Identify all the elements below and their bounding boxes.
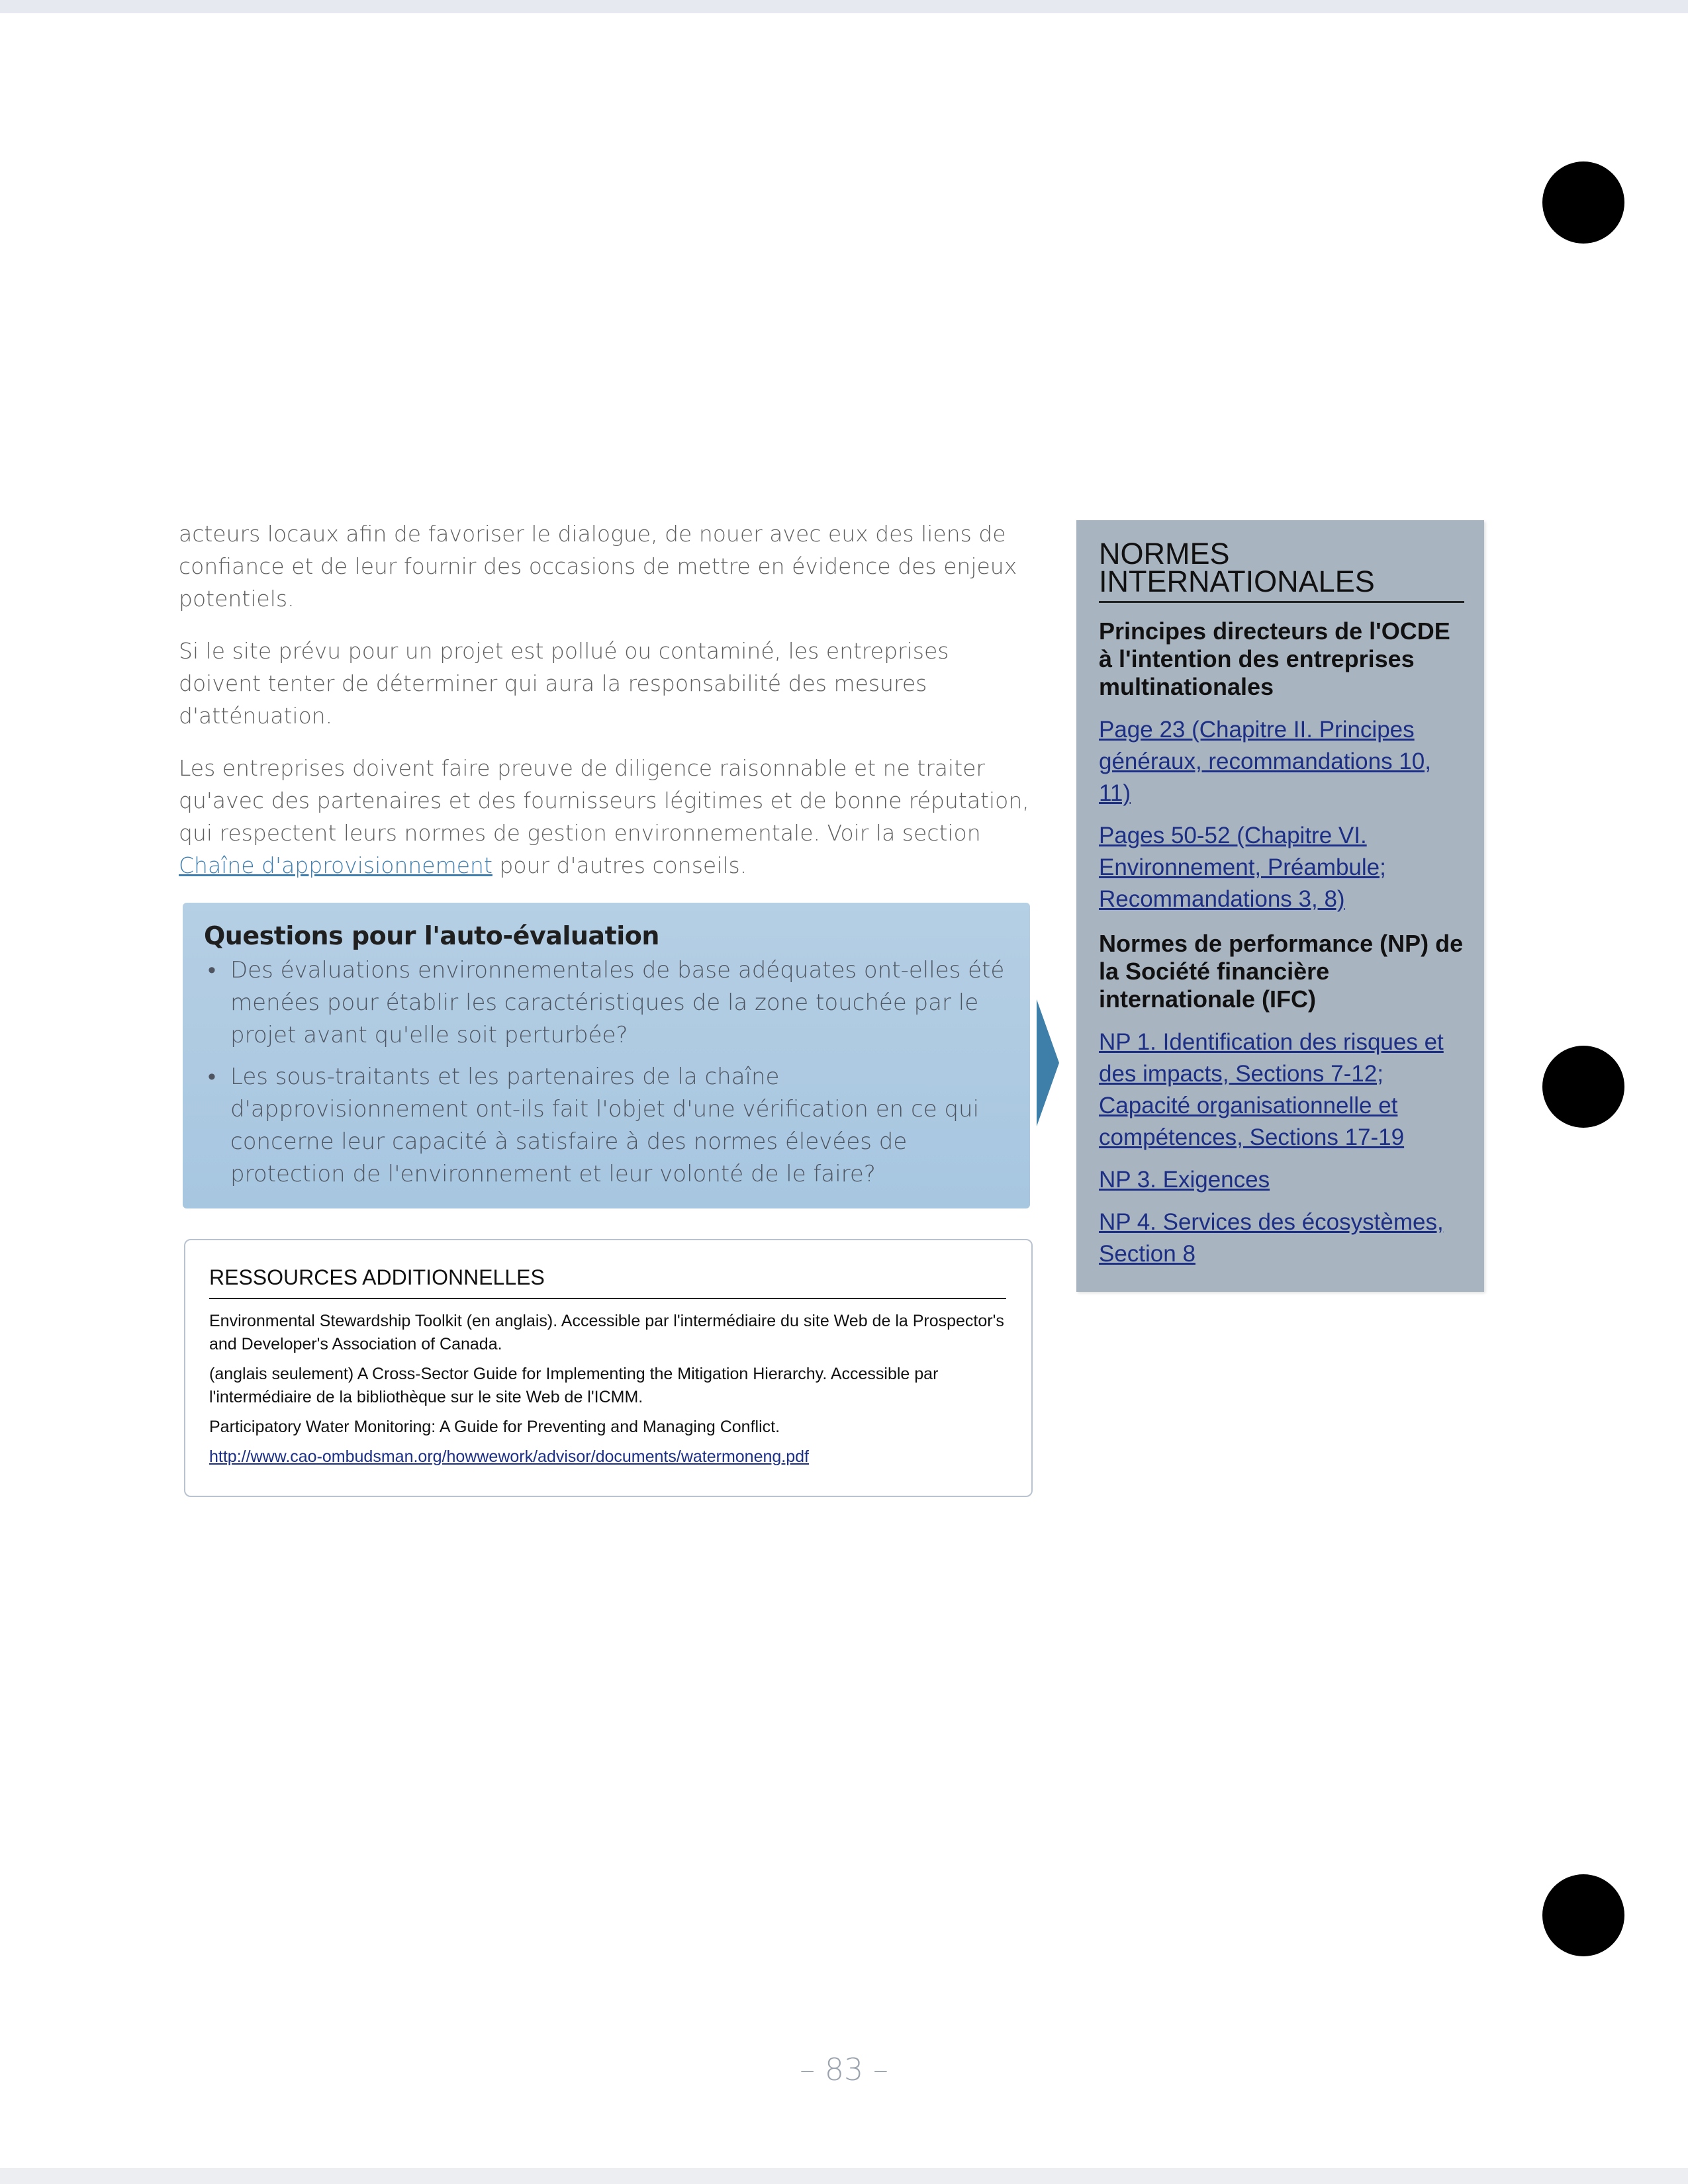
bullet-icon: • xyxy=(208,957,216,983)
bullet-icon: • xyxy=(208,1064,216,1090)
punch-hole-middle xyxy=(1542,1046,1624,1128)
sidebar-heading: NORMES INTERNATIONALES xyxy=(1099,540,1464,603)
self-assessment-item xyxy=(208,1061,1011,1191)
oecd-link-page-23[interactable]: Page 23 (Chapitre II. Principes généraux, recommandations 10, 11) xyxy=(1099,717,1431,806)
page-number: – 83 – xyxy=(800,2052,888,2087)
paragraph-3-end: pour d'autres conseils. xyxy=(492,852,747,878)
resource-url-link[interactable]: http://www.cao-ombudsman.org/howwework/advisor/documents/watermoneng.pdf xyxy=(209,1447,809,1466)
oecd-link-pages-50-52[interactable]: Pages 50-52 (Chapitre VI. Environnement, Préambule; Recommandations 3, 8) xyxy=(1099,823,1386,912)
scan-edge-top xyxy=(0,0,1688,13)
punch-hole-bottom xyxy=(1542,1874,1624,1956)
self-assessment-item xyxy=(208,954,1011,1052)
question-text: Des évaluations environnementales de base adéquates ont-elles été menées pour établir les caractéristiques de la zone touchée par le projet avant qu'elle soit perturbée? xyxy=(230,957,1005,1048)
resource-item: Participatory Water Monitoring: A Guide for Preventing and Managing Conflict. xyxy=(209,1418,780,1436)
ifc-standards-title: Normes de performance (NP) de la Société financière internationale (IFC) xyxy=(1099,930,1464,1013)
resources-title: RESSOURCES ADDITIONNELLES xyxy=(209,1265,1006,1299)
paragraph-3-text: Les entreprises doivent faire preuve de diligence raisonnable et ne traiter qu'avec des partenaires et des fournisseurs légitimes et de bonne réputation, qui respectent leurs normes de gestion environnementale. Voir la section xyxy=(179,755,1029,846)
supply-chain-link[interactable]: Chaîne d'approvisionnement xyxy=(179,852,492,878)
paragraph-1: acteurs locaux afin de favoriser le dialogue, de nouer avec eux des liens de confiance et de leur fournir des occasions de mettre en évidence des enjeux potentiels. xyxy=(179,521,1017,612)
body-text xyxy=(179,518,1033,901)
resource-item: (anglais seulement) A Cross-Sector Guide for Implementing the Mitigation Hierarchy. Accessible par l'intermédiaire de la bibliothèque sur le site Web de l'ICMM. xyxy=(209,1365,939,1406)
question-text: Les sous-traitants et les partenaires de la chaîne d'approvisionnement ont-ils fait l'objet d'une vérification en ce qui concerne leur capacité à satisfaire à des normes élevées de protection de l'environnement et leur volonté de le faire? xyxy=(230,1064,980,1187)
additional-resources-box xyxy=(184,1239,1033,1497)
self-assessment-list xyxy=(204,954,1011,1191)
oecd-guidelines-title: Principes directeurs de l'OCDE à l'intention des entreprises multinationales xyxy=(1099,617,1450,700)
ifc-link-ps1[interactable]: NP 1. Identification des risques et des impacts, Sections 7-12; Capacité organisationnelle et compétences, Sections 17-19 xyxy=(1099,1029,1444,1150)
ifc-link-ps3[interactable]: NP 3. Exigences xyxy=(1099,1167,1270,1193)
self-assessment-title: Questions pour l'auto-évaluation xyxy=(204,921,659,950)
arrow-right-icon xyxy=(1037,999,1059,1126)
international-standards-sidebar xyxy=(1076,520,1484,1292)
ifc-link-ps4[interactable]: NP 4. Services des écosystèmes, Section 8 xyxy=(1099,1209,1444,1267)
scan-edge-bottom xyxy=(0,2168,1688,2184)
paragraph-2: Si le site prévu pour un projet est pollué ou contaminé, les entreprises doivent tenter de déterminer qui aura la responsabilité des mesures d'atténuation. xyxy=(179,638,949,729)
self-assessment-box xyxy=(183,903,1030,1208)
punch-hole-top xyxy=(1542,161,1624,244)
resource-item: Environmental Stewardship Toolkit (en anglais). Accessible par l'intermédiaire du site Web de la Prospector's and Developer's Association of Canada. xyxy=(209,1312,1004,1353)
paragraph-3 xyxy=(179,752,1033,882)
resources-list xyxy=(209,1310,1006,1469)
